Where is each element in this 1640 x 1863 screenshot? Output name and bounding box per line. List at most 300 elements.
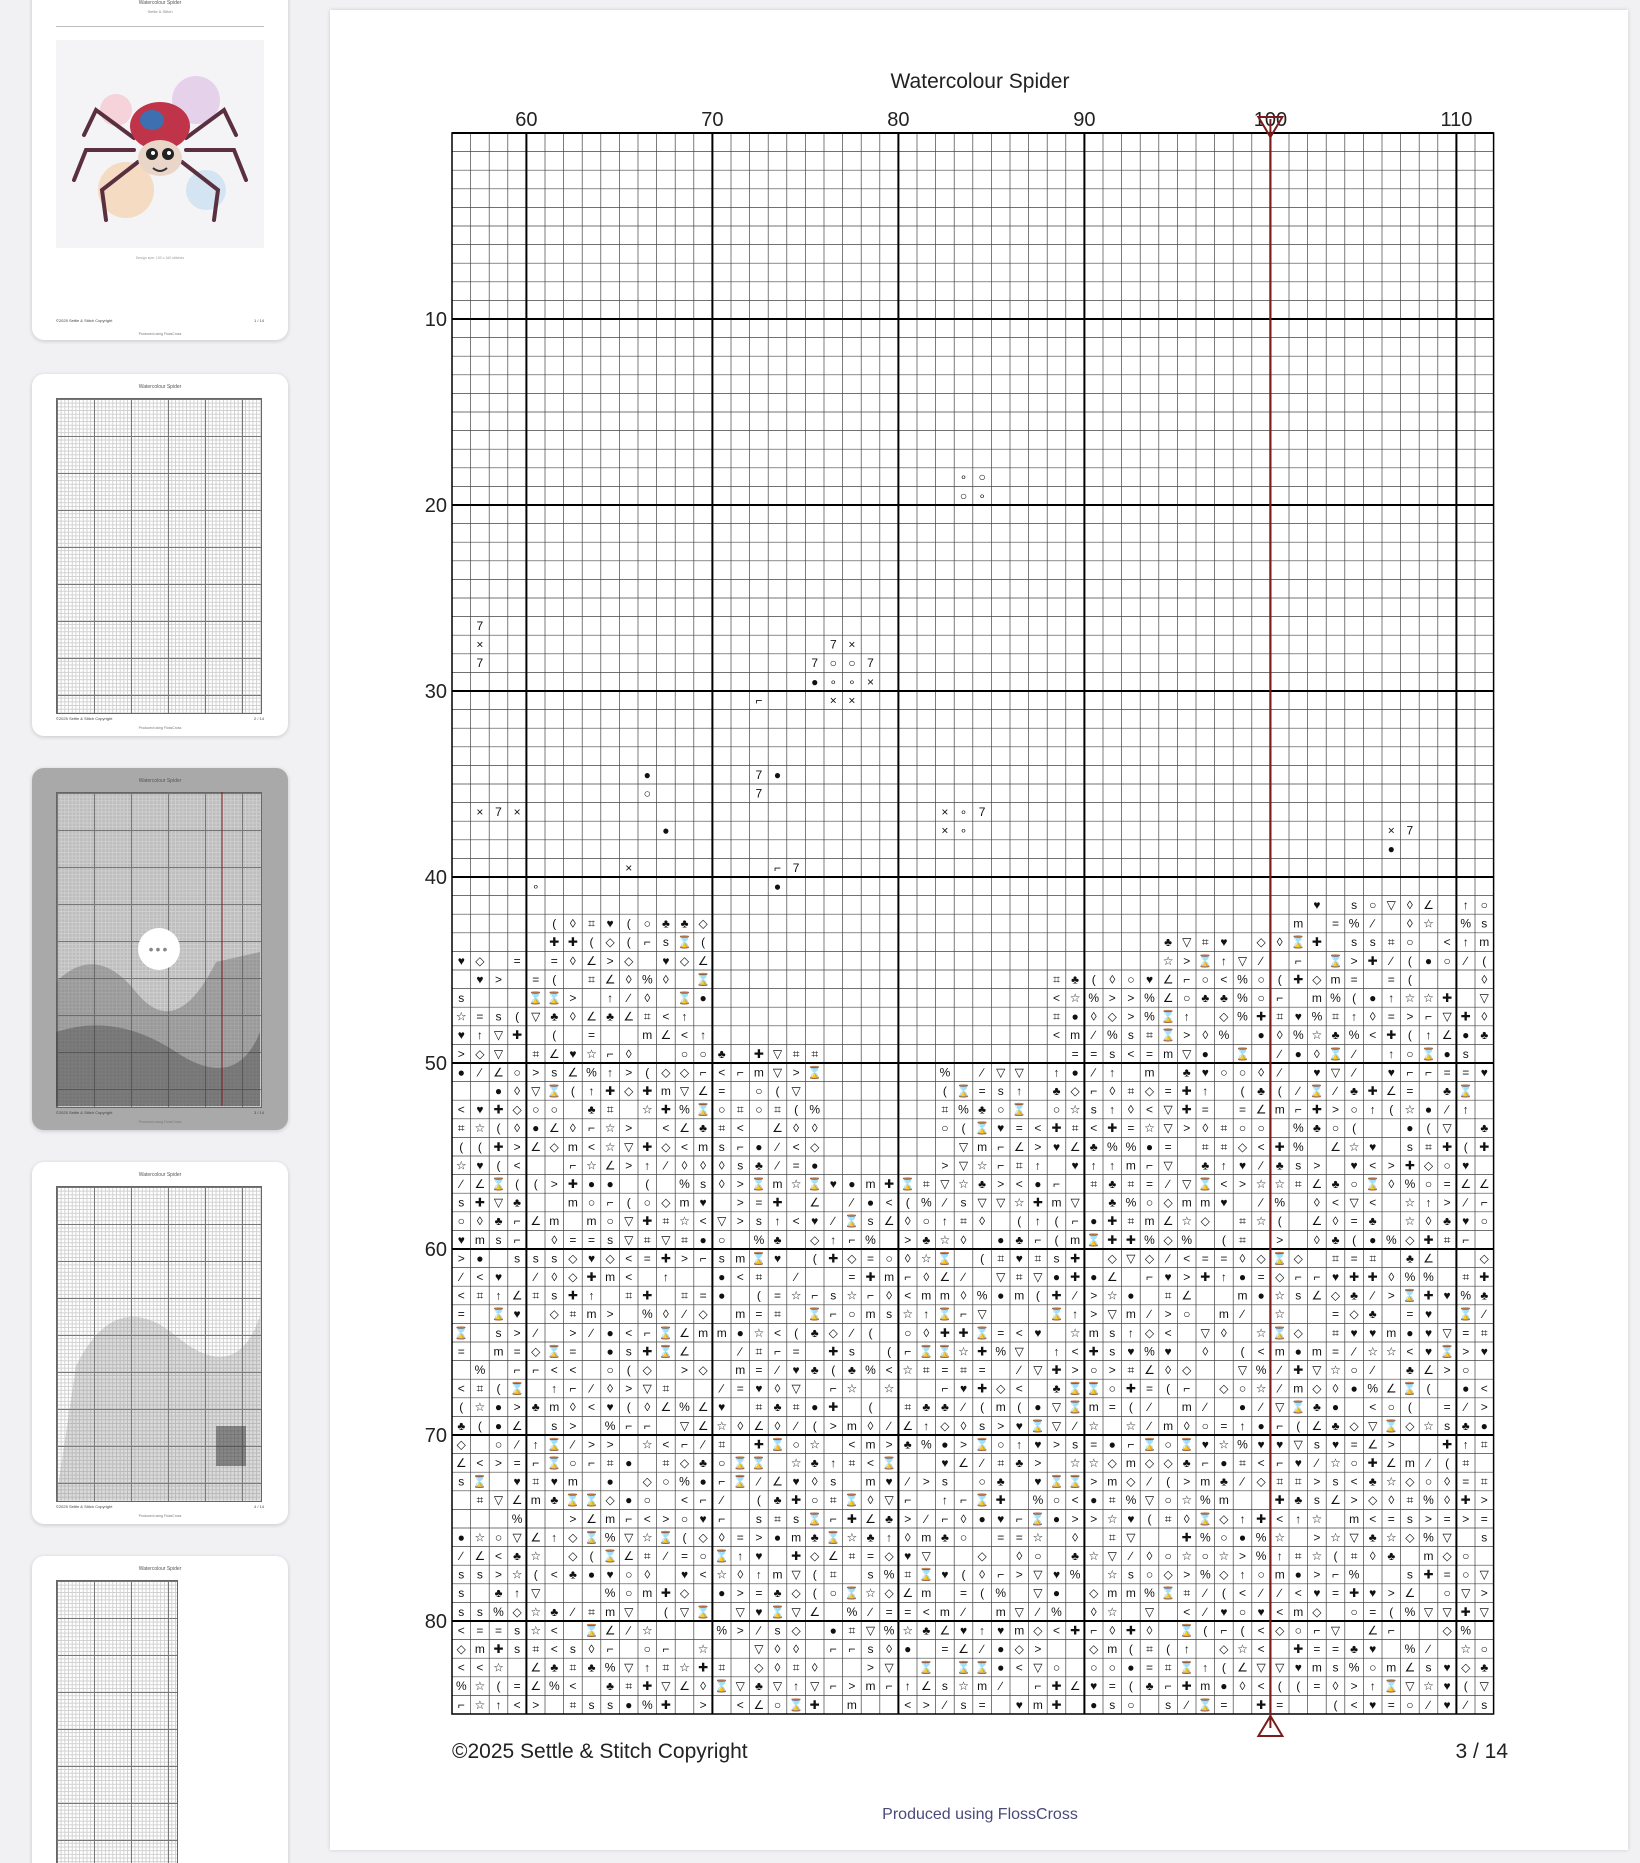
stitch-symbol: ∕ (1092, 1028, 1095, 1043)
stitch-symbol: ✚ (1479, 1269, 1490, 1284)
stitch-symbol: > (736, 1214, 744, 1229)
stitch-symbol: ∕ (478, 1065, 481, 1080)
stitch-symbol: ⌐ (625, 1511, 633, 1526)
stitch-symbol: ∠ (604, 1623, 616, 1638)
stitch-symbol: ⌛ (1365, 1176, 1381, 1191)
thumb-copyright: ©2025 Settle & Stitch Copyright (56, 1110, 113, 1115)
stitch-symbol: ▽ (996, 1065, 1006, 1080)
stitch-symbol: s (1109, 1046, 1116, 1061)
stitch-symbol: > (997, 1176, 1005, 1191)
stitch-symbol: > (494, 1455, 503, 1470)
stitch-symbol: ⌗ (774, 1511, 781, 1526)
stitch-symbol: m (1014, 1623, 1025, 1638)
stitch-symbol: ↑ (1016, 1083, 1023, 1098)
stitch-symbol: ▽ (661, 1232, 671, 1247)
stitch-symbol: ◊ (1165, 1362, 1172, 1377)
stitch-symbol: ○ (606, 1362, 614, 1377)
stitch-symbol: s (1127, 1028, 1134, 1043)
stitch-symbol: ∕ (1371, 916, 1374, 931)
stitch-symbol: ◇ (791, 1586, 801, 1601)
stitch-symbol: ◇ (977, 1548, 987, 1563)
stitch-symbol: % (1144, 1586, 1155, 1601)
stitch-symbol: % (1404, 1604, 1416, 1619)
stitch-symbol: = (1108, 1679, 1116, 1694)
stitch-symbol: > (494, 972, 503, 987)
stitch-symbol: ↑ (1388, 1046, 1395, 1061)
stitch-symbol: ▽ (1126, 1530, 1136, 1545)
stitch-symbol: m (772, 1567, 783, 1582)
stitch-symbol: ◊ (644, 1400, 651, 1415)
stitch-symbol: ↑ (607, 990, 614, 1005)
stitch-symbol: ⌛ (1197, 1176, 1213, 1191)
stitch-symbol: m (921, 1586, 932, 1601)
stitch-symbol: s (458, 1195, 465, 1210)
stitch-symbol: ◇ (1200, 1214, 1210, 1229)
stitch-symbol: > (1350, 1493, 1358, 1508)
stitch-symbol: ▽ (996, 1269, 1006, 1284)
stitch-symbol: ○ (941, 1121, 949, 1136)
stitch-symbol: % (604, 1660, 616, 1675)
stitch-symbol: ⌐ (829, 1679, 837, 1694)
stitch-symbol: ◊ (904, 1251, 911, 1266)
stitch-symbol: ∠ (623, 1009, 635, 1024)
stitch-symbol: ↑ (1239, 1567, 1246, 1582)
stitch-symbol: ✚ (977, 1381, 988, 1396)
stitch-symbol: × (941, 823, 949, 838)
stitch-symbol: m (1274, 1344, 1285, 1359)
stitch-symbol: ∠ (809, 1195, 821, 1210)
page-thumbnail-2[interactable] (32, 374, 288, 736)
stitch-symbol: ✚ (1107, 1214, 1118, 1229)
stitch-symbol: ☆ (1181, 1548, 1193, 1563)
thumb-page-number: 1 / 14 (253, 318, 264, 323)
stitch-symbol: ∕ (590, 1325, 593, 1340)
stitch-symbol: ( (868, 1400, 873, 1415)
stitch-symbol: ○ (587, 1195, 596, 1210)
stitch-symbol: < (1052, 1623, 1061, 1638)
stitch-symbol: s (774, 1623, 781, 1638)
stitch-symbol: 7 (755, 767, 763, 782)
stitch-symbol: ♣ (922, 1623, 931, 1638)
column-label: 60 (515, 109, 538, 131)
stitch-symbol: ( (794, 1102, 799, 1117)
stitch-symbol: < (699, 1214, 707, 1229)
thumb-page-number: 2 / 14 (253, 716, 264, 721)
stitch-symbol: ▽ (1330, 1623, 1341, 1638)
stitch-symbol: ▽ (865, 1623, 876, 1638)
stitch-symbol: m (586, 1214, 597, 1229)
stitch-symbol: ● (1052, 1269, 1061, 1284)
stitch-symbol: ∕ (1074, 1418, 1077, 1433)
stitch-symbol: ♣ (1108, 1176, 1117, 1191)
stitch-symbol: ↑ (1239, 1511, 1246, 1526)
stitch-symbol: ⌐ (569, 1381, 577, 1396)
stitch-symbol: ✚ (1367, 1455, 1378, 1470)
stitch-symbol: ◊ (774, 1381, 781, 1396)
stitch-symbol: > (755, 1530, 763, 1545)
stitch-symbol: < (1127, 1046, 1135, 1061)
stitch-symbol: ✚ (549, 935, 560, 950)
stitch-symbol: > (941, 1158, 949, 1173)
stitch-symbol: < (1090, 1121, 1098, 1136)
stitch-symbol: % (679, 1176, 690, 1191)
stitch-symbol: ⌗ (588, 916, 595, 931)
stitch-symbol: ♥ (1238, 1158, 1247, 1173)
stitch-symbol: ⌗ (643, 1232, 651, 1247)
stitch-symbol: ☆ (474, 1400, 486, 1415)
thumb-title: Watercolour Spider (138, 0, 182, 6)
stitch-symbol: ▽ (1107, 1307, 1117, 1322)
stitch-symbol: ○ (680, 1511, 689, 1526)
stitch-symbol: ♣ (1219, 990, 1228, 1005)
divider (56, 26, 264, 27)
stitch-symbol: ( (570, 1083, 575, 1098)
stitch-symbol: < (792, 1139, 800, 1154)
stitch-symbol: ▽ (1275, 1400, 1285, 1415)
stitch-symbol: ✚ (977, 1344, 988, 1359)
stitch-symbol: ♥ (1369, 1697, 1377, 1712)
stitch-symbol: ♣ (587, 1102, 596, 1117)
stitch-symbol: ● (1257, 1288, 1265, 1303)
stitch-symbol: ∠ (567, 1065, 579, 1080)
stitch-symbol: ✚ (1032, 1195, 1043, 1210)
stitch-symbol: ⌗ (1276, 1474, 1284, 1489)
stitch-symbol: ↑ (1462, 935, 1469, 950)
stitch-symbol: ∠ (1162, 972, 1174, 987)
stitch-symbol: ( (626, 1362, 631, 1377)
stitch-symbol: ⌐ (997, 1139, 1005, 1154)
stitch-symbol: ✚ (1460, 1009, 1471, 1024)
stitch-symbol: ⌗ (1164, 1511, 1172, 1526)
stitch-symbol: ⌐ (513, 1214, 521, 1229)
stitch-symbol: 7 (867, 656, 874, 671)
stitch-symbol: ◊ (588, 1641, 595, 1656)
stitch-symbol: ▽ (1070, 1195, 1080, 1210)
stitch-symbol: ✚ (828, 1344, 839, 1359)
stitch-symbol: ⌗ (997, 1251, 1005, 1266)
stitch-symbol: ◇ (624, 1083, 634, 1098)
stitch-symbol: ∕ (1241, 1307, 1244, 1322)
stitch-symbol: = (1443, 1176, 1451, 1191)
stitch-symbol: ∕ (776, 1158, 779, 1173)
stitch-symbol: ◊ (718, 1530, 725, 1545)
stitch-symbol: ↑ (1053, 1344, 1060, 1359)
stitch-symbol: m (530, 1493, 541, 1508)
stitch-symbol: ∠ (1478, 1176, 1490, 1191)
stitch-symbol: ∠ (1385, 1455, 1397, 1470)
stitch-symbol: ∠ (530, 1214, 542, 1229)
stitch-symbol: ☆ (1423, 916, 1434, 931)
stitch-symbol: ✚ (493, 1102, 504, 1117)
stitch-symbol: > (1090, 1307, 1098, 1322)
stitch-symbol: s (979, 1418, 986, 1433)
stitch-symbol: m (865, 1437, 876, 1452)
stitch-symbol: ▽ (884, 1493, 894, 1508)
stitch-symbol: = (1145, 1176, 1154, 1191)
stitch-symbol: ▽ (1200, 1325, 1210, 1340)
stitch-symbol: < (792, 1214, 800, 1229)
stitch-symbol: ● (606, 1474, 614, 1489)
stitch-symbol: ◇ (642, 1474, 652, 1489)
stitch-symbol: % (1367, 1381, 1379, 1396)
stitch-symbol: ∕ (776, 1139, 779, 1154)
page-thumbnail-3-active[interactable] (32, 768, 288, 1130)
stitch-symbol: ⌗ (904, 1567, 912, 1582)
stitch-symbol: ♥ (606, 1567, 614, 1582)
thumb-produced-by: Produced using FlossCross (138, 726, 182, 730)
stitch-symbol: ◇ (456, 1641, 466, 1656)
stitch-symbol: = (699, 1288, 707, 1303)
stitch-symbol: ◇ (1461, 1660, 1471, 1675)
stitch-symbol: ⌐ (997, 1567, 1005, 1582)
stitch-symbol: ⌗ (1276, 1009, 1284, 1024)
stitch-symbol: s (793, 1511, 800, 1526)
stitch-symbol: ∠ (679, 1325, 690, 1340)
stitch-symbol: ◊ (1109, 1623, 1116, 1638)
stitch-symbol: > (606, 953, 614, 968)
stitch-symbol: ▽ (940, 1176, 950, 1191)
stitch-symbol: < (662, 1437, 670, 1452)
stitch-symbol: ○ (606, 1214, 614, 1229)
stitch-symbol: % (1237, 972, 1248, 987)
stitch-symbol: ◇ (605, 1251, 615, 1266)
stitch-symbol: ♥ (476, 1158, 484, 1173)
stitch-symbol: ↑ (1276, 1548, 1283, 1563)
stitch-symbol: ⌐ (866, 1288, 875, 1303)
stitch-symbol: ∠ (1404, 1586, 1416, 1601)
stitch-symbol: = (1350, 1251, 1358, 1266)
stitch-symbol: = (1406, 1083, 1414, 1098)
stitch-symbol: m (1293, 1381, 1304, 1396)
stitch-symbol: ✚ (1070, 1269, 1081, 1284)
stitch-symbol: ◇ (1312, 1604, 1322, 1619)
stitch-symbol: % (1199, 1530, 1211, 1545)
stitch-symbol: ⌛ (1049, 1474, 1064, 1489)
stitch-symbol: s (1481, 1530, 1488, 1545)
stitch-symbol: = (1127, 1121, 1135, 1136)
stitch-symbol: s (1406, 1139, 1413, 1154)
stitch-symbol: ⌛ (584, 1493, 599, 1508)
stitch-symbol: s (1109, 1325, 1116, 1340)
stitch-symbol: ∕ (1353, 1344, 1356, 1359)
stitch-symbol: ○ (1443, 1586, 1451, 1601)
stitch-symbol: ♥ (1480, 1065, 1488, 1080)
stitch-symbol: ○ (904, 1325, 912, 1340)
stitch-symbol: ◊ (625, 1046, 632, 1061)
stitch-symbol: = (1443, 1400, 1451, 1415)
stitch-symbol: ⌛ (1160, 1586, 1176, 1601)
stitch-symbol: m (1479, 935, 1490, 950)
stitch-symbol: ⌛ (974, 1660, 990, 1675)
stitch-symbol: ▽ (754, 1641, 764, 1656)
stitch-symbol: ✚ (1051, 1288, 1062, 1303)
stitch-symbol: ♣ (847, 1362, 856, 1377)
stitch-symbol: ↑ (904, 1679, 911, 1694)
stitch-symbol: ♥ (662, 953, 670, 968)
stitch-symbol: ⌛ (825, 1530, 841, 1545)
stitch-symbol: = (1387, 1697, 1395, 1712)
stitch-symbol: ♥ (476, 1102, 484, 1117)
stitch-symbol: ( (887, 1344, 892, 1359)
stitch-symbol: m (1274, 1102, 1285, 1117)
stitch-symbol: ( (663, 1604, 668, 1619)
stitch-symbol: ♥ (755, 1548, 763, 1563)
stitch-symbol: % (939, 1065, 951, 1080)
stitch-symbol: ∕ (795, 1269, 798, 1284)
stitch-symbol: < (457, 1288, 465, 1303)
stitch-symbol: ⌗ (476, 1493, 484, 1508)
stitch-symbol: ⌛ (1030, 1511, 1046, 1526)
stitch-symbol: ♥ (1294, 1009, 1302, 1024)
stitch-symbol: ♣ (1350, 1083, 1359, 1098)
stitch-symbol: ⌗ (1239, 1455, 1246, 1470)
stitch-symbol: ∕ (1278, 1046, 1281, 1061)
stitch-symbol: ◇ (568, 1251, 578, 1266)
stitch-symbol: ↑ (662, 1269, 669, 1284)
stitch-symbol: ○ (1331, 1121, 1340, 1136)
stitch-symbol: ▽ (531, 1009, 541, 1024)
stitch-symbol: ◇ (1219, 1567, 1229, 1582)
stitch-symbol: ● (1238, 1269, 1247, 1284)
stitch-symbol: ◊ (1258, 1065, 1265, 1080)
stitch-symbol: ● (699, 1232, 707, 1247)
stitch-symbol: ☆ (1218, 1548, 1230, 1563)
stitch-symbol: < (550, 1641, 558, 1656)
stitch-symbol: > (1462, 1511, 1470, 1526)
stitch-symbol: ☆ (1125, 1418, 1137, 1433)
stitch-symbol: < (885, 1362, 893, 1377)
stitch-symbol: % (920, 1195, 932, 1210)
page-thumbnail-5[interactable] (32, 1556, 288, 1863)
stitch-symbol: ♣ (1182, 1455, 1191, 1470)
stitch-symbol: ∠ (1162, 990, 1174, 1005)
stitch-symbol: ( (1296, 1679, 1301, 1694)
page-thumbnail-4[interactable] (32, 1162, 288, 1524)
stitch-symbol: = (1350, 972, 1358, 987)
stitch-symbol: ◇ (679, 1586, 690, 1601)
stitch-symbol: ▽ (958, 1158, 969, 1173)
stitch-symbol: ∕ (1353, 1046, 1356, 1061)
stitch-symbol: m (1200, 1679, 1211, 1694)
stitch-symbol: ◇ (1312, 972, 1322, 987)
stitch-symbol: ⌗ (1015, 1158, 1023, 1173)
produced-by-link[interactable]: Produced using FlossCross (882, 1806, 1078, 1823)
stitch-symbol: ● (1071, 1065, 1079, 1080)
stitch-symbol: ● (699, 1474, 707, 1489)
stitch-symbol: ⌐ (1052, 1176, 1061, 1191)
stitch-symbol: ⌛ (788, 1697, 804, 1712)
stitch-symbol: ♣ (1089, 1139, 1098, 1154)
stitch-symbol: ☆ (976, 1158, 988, 1173)
stitch-symbol: ▽ (1033, 1660, 1043, 1675)
stitch-symbol: ∠ (827, 1548, 839, 1563)
stitch-symbol: m (1014, 1288, 1025, 1303)
stitch-symbol: ⌗ (588, 1604, 595, 1619)
stitch-symbol: ∕ (981, 1641, 984, 1656)
stitch-symbol: ⌗ (1127, 1176, 1135, 1191)
stitch-symbol: ◊ (569, 1009, 576, 1024)
stitch-symbol: ⌛ (1458, 1083, 1474, 1098)
stitch-symbol: ✚ (1125, 1232, 1136, 1247)
stitch-symbol: ↑ (551, 1381, 558, 1396)
stitch-symbol: ◇ (549, 1139, 559, 1154)
stitch-symbol: ◊ (1109, 972, 1116, 987)
stitch-symbol: % (1348, 1567, 1360, 1582)
stitch-symbol: ● (1127, 1288, 1135, 1303)
stitch-symbol: m (1423, 1548, 1434, 1563)
stitch-symbol: ✚ (1386, 1028, 1397, 1043)
stitch-symbol: ◊ (514, 1083, 521, 1098)
stitch-symbol: ( (682, 1530, 687, 1545)
stitch-symbol: ○ (718, 1102, 726, 1117)
stitch-symbol: m (660, 1083, 671, 1098)
stitch-symbol: ⌛ (732, 1455, 748, 1470)
stitch-symbol: ⌐ (959, 1307, 968, 1322)
stitch-symbol: ⌐ (773, 860, 782, 875)
stitch-symbol: > (1313, 1474, 1321, 1489)
stitch-symbol: ♣ (922, 1400, 931, 1415)
stitch-symbol: ◊ (551, 1269, 558, 1284)
stitch-symbol: ( (1407, 1028, 1412, 1043)
stitch-symbol: > (532, 1697, 540, 1712)
stitch-symbol: ↑ (1220, 1269, 1227, 1284)
stitch-symbol: ↑ (476, 1028, 483, 1043)
stitch-symbol: > (1034, 1455, 1042, 1470)
stitch-symbol: ∕ (1278, 1381, 1281, 1396)
stitch-symbol: ( (1389, 1102, 1394, 1117)
stitch-symbol: ◊ (811, 1121, 818, 1136)
stitch-symbol: ∠ (1330, 1139, 1341, 1154)
stitch-symbol: ☆ (530, 1623, 542, 1638)
page-thumbnail-1[interactable] (32, 0, 288, 340)
stitch-symbol: ◇ (1479, 1251, 1489, 1266)
stitch-symbol: ● (643, 767, 651, 782)
more-options-button[interactable]: ••• (138, 928, 180, 970)
stitch-symbol: ⌐ (1183, 1381, 1191, 1396)
stitch-symbol: ○ (1462, 1567, 1470, 1582)
stitch-symbol: = (1015, 1530, 1023, 1545)
stitch-symbol: ◇ (828, 1325, 838, 1340)
stitch-symbol: ⌐ (1294, 953, 1302, 968)
stitch-symbol: ⌐ (755, 693, 763, 708)
page-number: 3 / 14 (1455, 1740, 1508, 1763)
stitch-symbol: ♣ (1331, 1232, 1340, 1247)
stitch-symbol: m (1237, 1288, 1248, 1303)
stitch-symbol: s (941, 1679, 948, 1694)
stitch-symbol: ✚ (1293, 972, 1304, 987)
stitch-symbol: ● (532, 1121, 540, 1136)
stitch-symbol: ∠ (660, 1028, 672, 1043)
stitch-symbol: ⌗ (1239, 1214, 1246, 1229)
stitch-symbol: ✚ (1311, 1102, 1322, 1117)
stitch-symbol: ▽ (977, 1307, 987, 1322)
stitch-symbol: ✚ (1051, 1362, 1062, 1377)
stitch-symbol: ◇ (661, 1195, 671, 1210)
stitch-symbol: ∕ (664, 1158, 667, 1173)
stitch-symbol: ⌗ (662, 1455, 670, 1470)
stitch-symbol: m (735, 1307, 746, 1322)
stitch-symbol: ⌛ (1458, 1307, 1474, 1322)
stitch-symbol: = (643, 1251, 651, 1266)
stitch-symbol: m (1088, 1325, 1099, 1340)
stitch-symbol: > (1331, 1102, 1340, 1117)
stitch-symbol: ☆ (1348, 1139, 1360, 1154)
stitch-symbol: ⌐ (680, 1437, 689, 1452)
stitch-symbol: > (736, 1586, 744, 1601)
stitch-symbol: ⌗ (606, 1102, 614, 1117)
stitch-symbol: ◊ (1332, 1381, 1339, 1396)
stitch-symbol: × (848, 693, 856, 708)
